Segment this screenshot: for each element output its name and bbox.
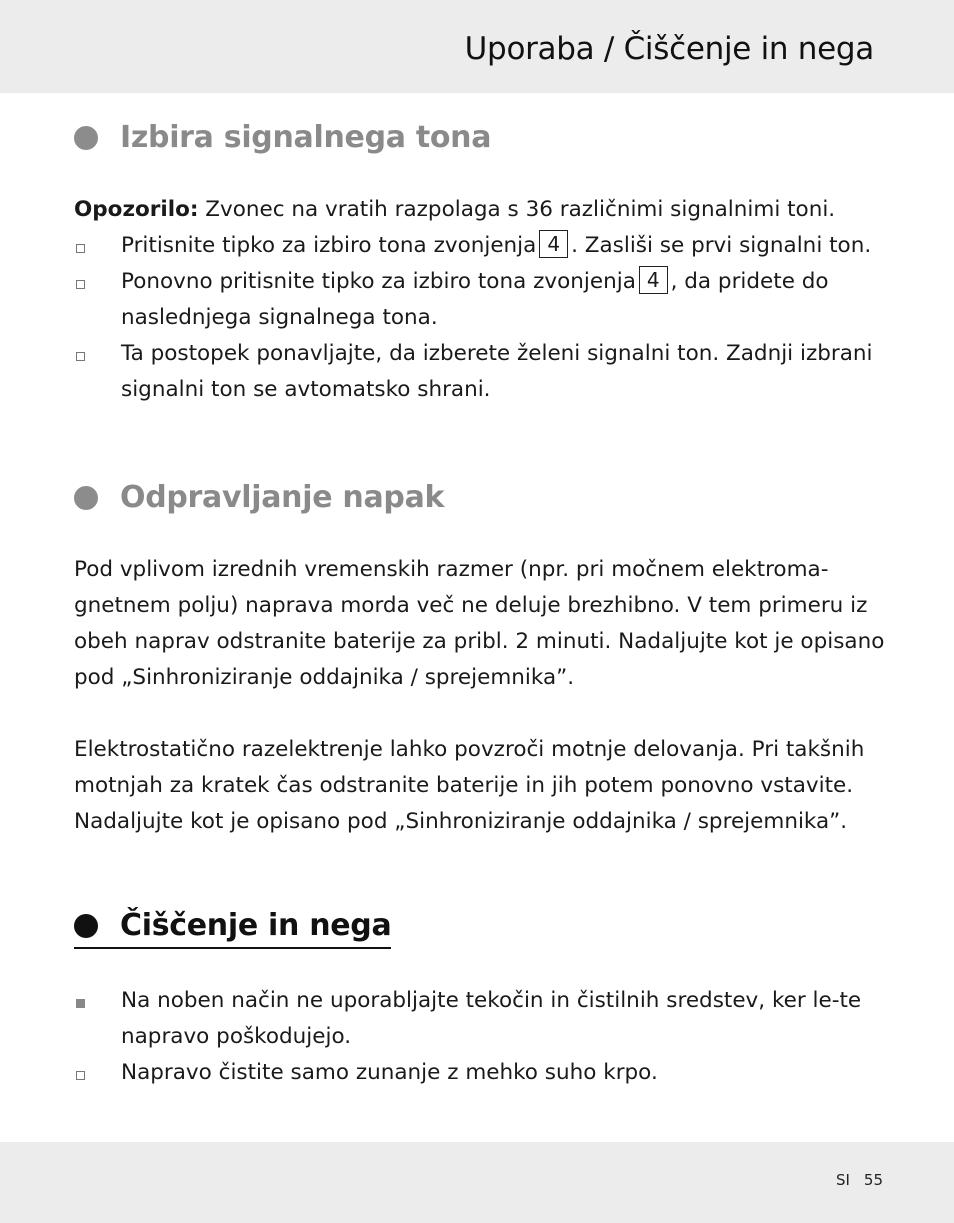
list-item-text: Napravo čistite samo zunanje z mehko suho krpo. <box>121 1060 658 1085</box>
page-title: Uporaba / Čiščenje in nega <box>464 31 874 67</box>
step-text: Pritisnite tipko za izbiro tona zvonjenja <box>121 233 537 258</box>
section-heading-cleaning <box>74 908 391 943</box>
footer-band <box>0 1142 954 1223</box>
page-footer <box>836 1171 883 1189</box>
bullet-dot-icon <box>74 914 98 938</box>
square-bullet-icon <box>76 280 85 289</box>
note-text: Zvonec na vratih razpolaga s 36 različnimi signalnimi toni. <box>198 197 836 222</box>
step-item <box>74 228 904 264</box>
bullet-dot-icon <box>74 126 98 150</box>
step-text: Ponovno pritisnite tipko za izbiro tona zvonjenja <box>121 269 636 294</box>
square-bullet-icon <box>76 1071 85 1080</box>
section-title: Odpravljanje napak <box>120 480 445 515</box>
section-heading-troubleshooting <box>74 480 444 515</box>
step-item <box>74 264 904 336</box>
bullet-dot-icon <box>74 486 98 510</box>
section-title: Čiščenje in nega <box>120 908 392 943</box>
key-label: 4 <box>539 230 568 258</box>
section-title: Izbira signalnega tona <box>120 120 492 155</box>
step-text: Ta postopek ponavljajte, da izberete želeni signalni ton. Zadnji izbrani signalni ton se avtomatsko shrani. <box>121 341 873 402</box>
paragraph: Pod vplivom izrednih vremenskih razmer (npr. pri močnem elektroma-gnetnem polju) naprava morda več ne deluje brezhibno. V tem primeru iz obeh naprav odstranite baterije za pribl. 2 minuti. Nadaljujte kot je opisano pod „Sinhroniziranje oddajnika / sprejemnika”. <box>74 557 885 690</box>
filled-square-bullet-icon <box>76 999 85 1008</box>
square-bullet-icon <box>76 352 85 361</box>
paragraph: Elektrostatično razelektrenje lahko povzroči motnje delovanja. Pri takšnih motnjah za kratek čas odstranite baterije in jih potem ponovno vstavite. Nadaljujte kot je opisano pod „Sinhroniziranje oddajnika / sprejemnika”. <box>74 737 865 834</box>
list-item <box>74 1055 904 1091</box>
language-code: SI <box>835 1171 850 1189</box>
list-item <box>74 983 904 1055</box>
step-item <box>74 336 904 408</box>
list-item-text: Na noben način ne uporabljajte tekočin in čistilnih sredstev, ker le-te napravo poškodujejo. <box>121 988 862 1049</box>
step-text: . Zasliši se prvi signalni ton. <box>571 233 872 258</box>
step-text: , da pridete do naslednjega signalnega tona. <box>121 269 829 330</box>
note-label: Opozorilo: <box>74 197 199 222</box>
key-label: 4 <box>639 266 668 294</box>
square-bullet-icon <box>76 244 85 253</box>
heading-underline <box>74 947 391 949</box>
note-paragraph <box>74 192 894 228</box>
section-heading-tone <box>74 120 491 155</box>
page-number: 55 <box>863 1171 883 1189</box>
